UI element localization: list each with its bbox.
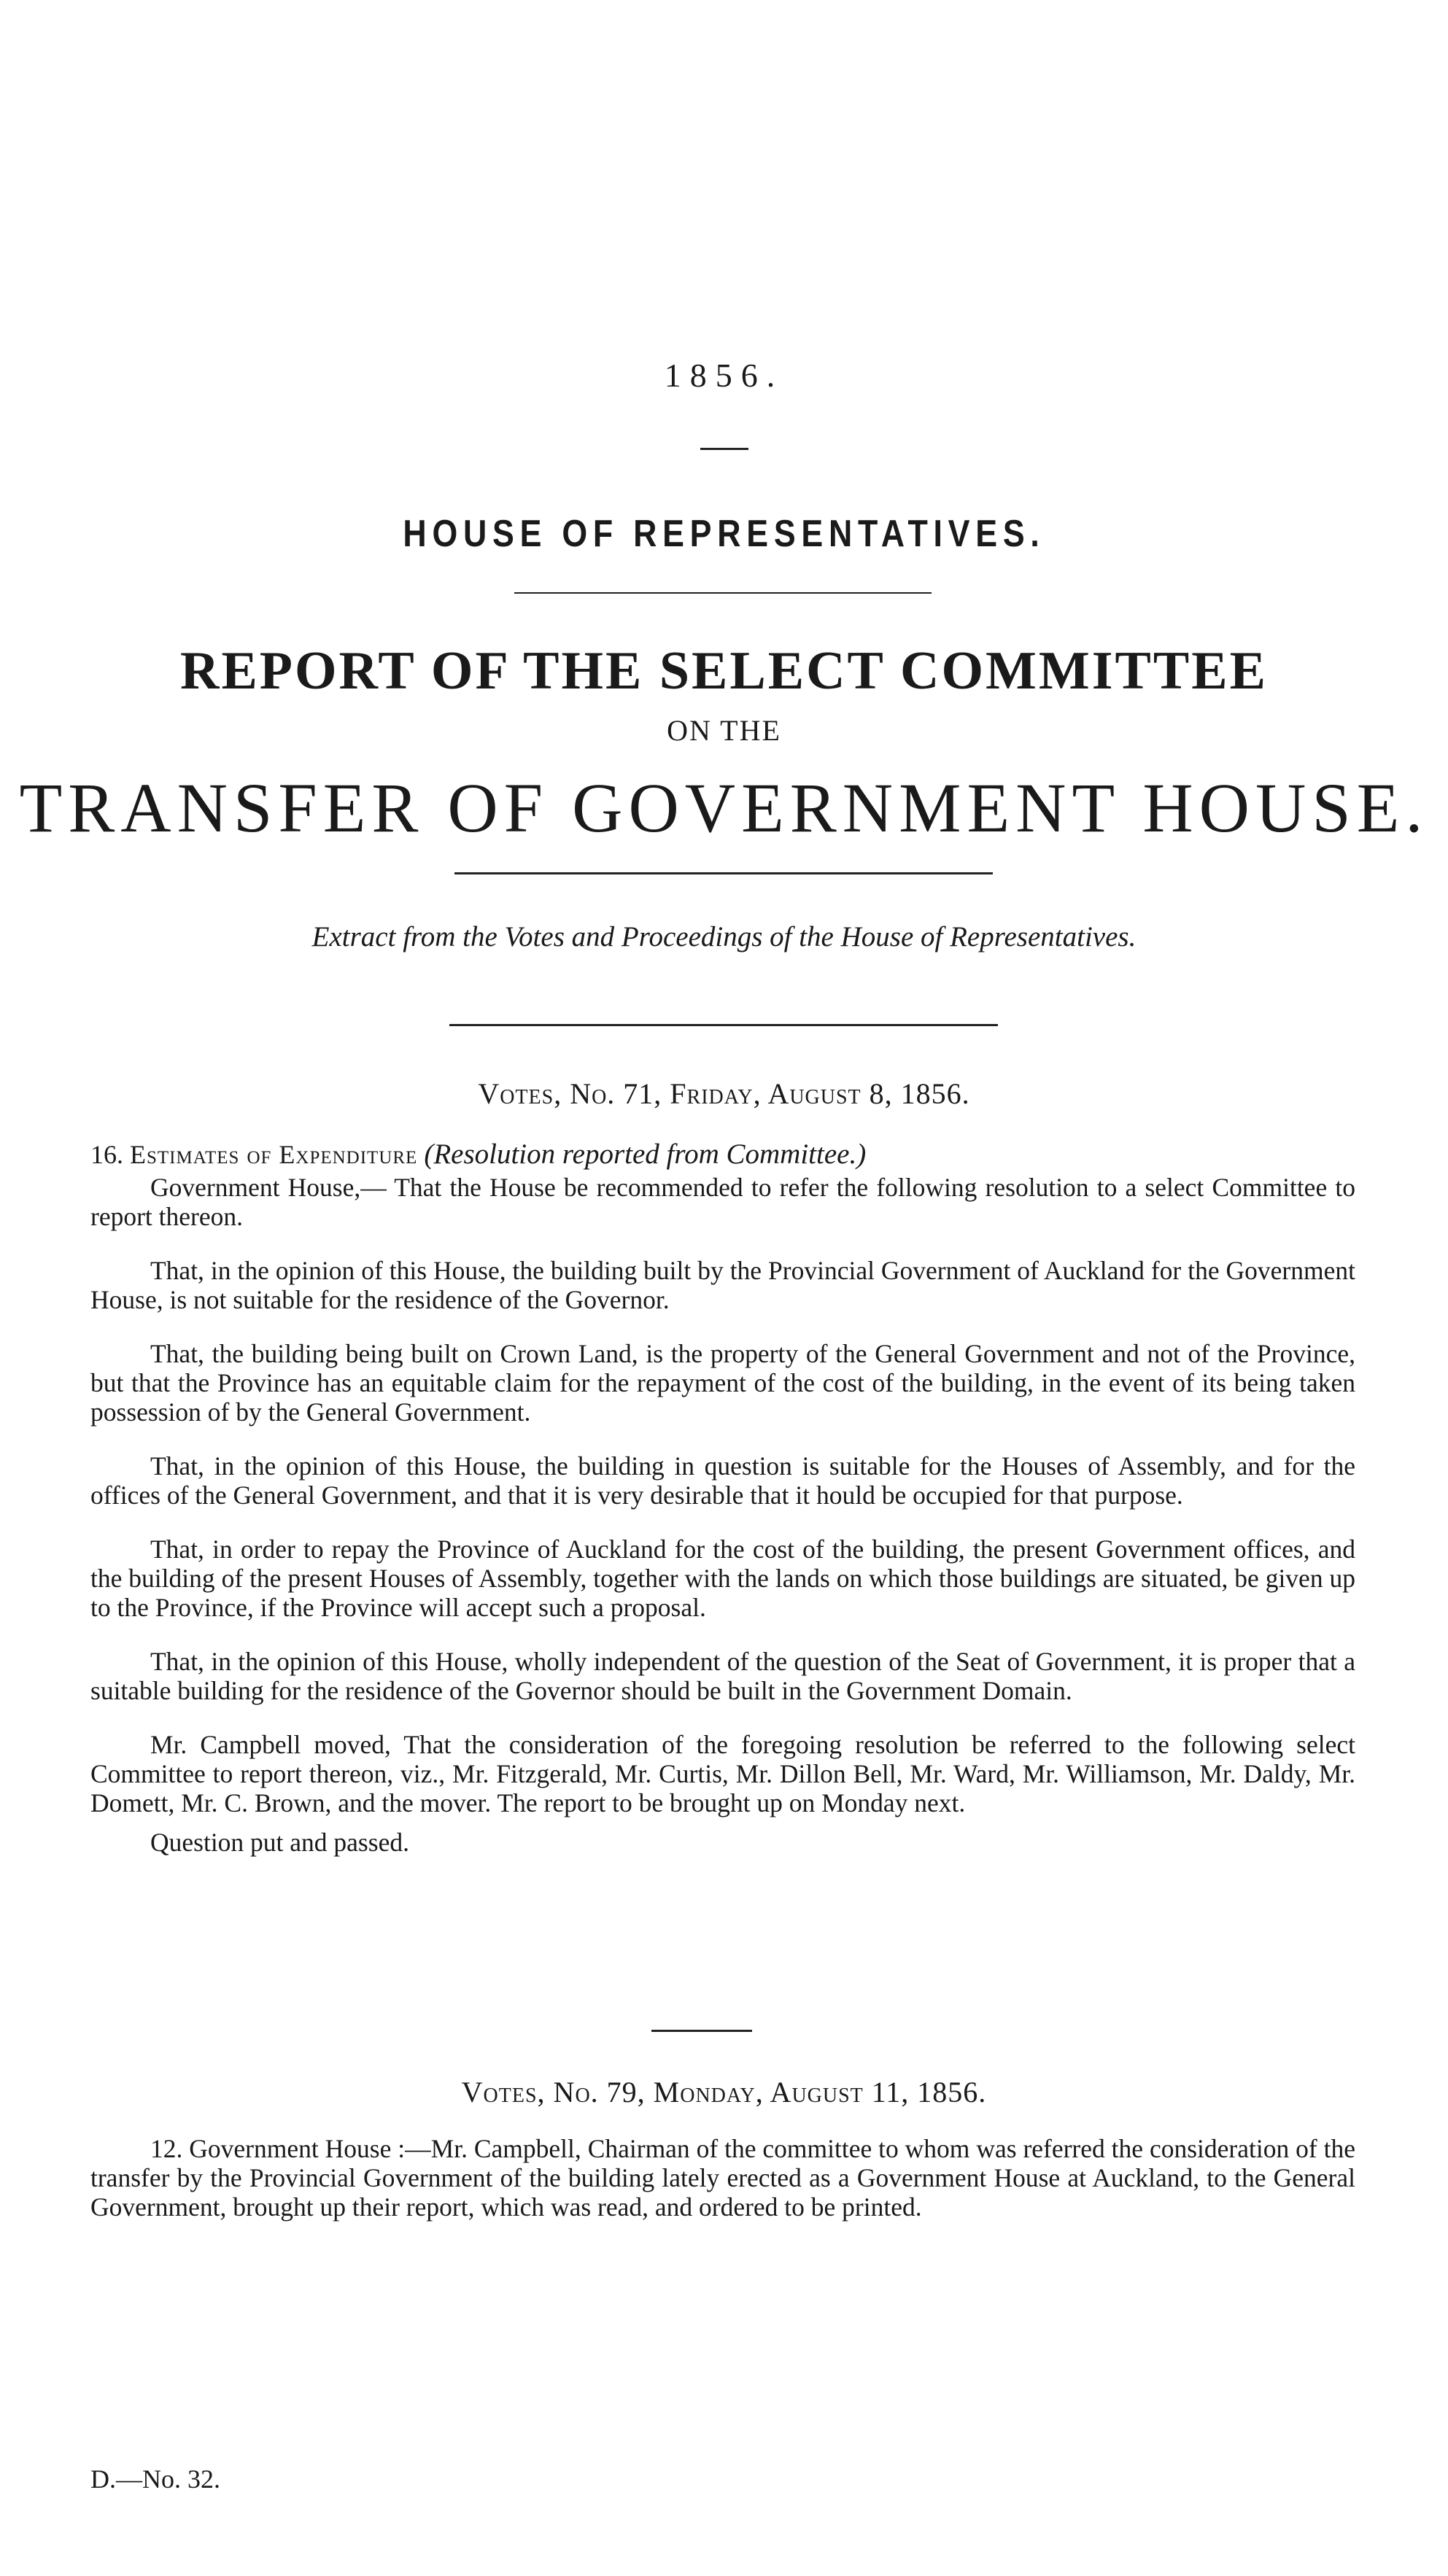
paragraph: 12. Government House :—Mr. Campbell, Chairman of the committee to whom was referred the consideration of the transfer by the Provincial Government of the building lately erected as a Government House at Auckland, to the General Government, brought up their report, which was read, and ordered to be printed.: [90, 2134, 1355, 2222]
paragraph: That, in the opinion of this House, wholly independent of the question of the Seat of Government, it is proper that a suitable building for the residence of the Governor should be built in the Government Domain.: [90, 1647, 1355, 1705]
item-label: Estimates of Expenditure: [130, 1140, 418, 1169]
divider-house: [514, 592, 932, 594]
votes-heading-71: Votes, No. 71, Friday, August 8, 1856.: [478, 1077, 970, 1110]
item-note: (Resolution reported from Committee.): [424, 1138, 867, 1170]
extract-caption: Extract from the Votes and Proceedings of the House of Representatives.: [311, 921, 1137, 953]
section2-body: [90, 2134, 1355, 2222]
item-number: 16.: [90, 1140, 123, 1169]
house-heading: HOUSE OF REPRESENTATIVES.: [403, 513, 1045, 555]
divider-short: [700, 448, 748, 450]
paragraph: That, in order to repay the Province of Auckland for the cost of the building, the present Government offices, and the building of the present Houses of Assembly, together with the lands on which those buildings are situated, be given up to the Province, if the Province will accept such a proposal.: [90, 1535, 1355, 1622]
votes-heading-79: Votes, No. 79, Monday, August 11, 1856.: [461, 2076, 987, 2108]
paragraph: Mr. Campbell moved, That the consideration of the foregoing resolution be referred to the following select Committee to report thereon, viz., Mr. Fitzgerald, Mr. Curtis, Mr. Dillon Bell, Mr. Ward, Mr. Williamson, Mr. Daldy, Mr. Domett, Mr. C. Brown, and the mover. The report to be brought up on Monday next.: [90, 1730, 1355, 1817]
section1-body: [90, 1173, 1355, 1857]
paragraph: That, in the opinion of this House, the building built by the Provincial Government of Auckland for the Government House, is not suitable for the residence of the Governor.: [90, 1256, 1355, 1314]
divider-extract: [449, 1024, 998, 1026]
divider-title: [454, 872, 993, 874]
paragraph: That, the building being built on Crown Land, is the property of the General Government and not of the Province, but that the Province has an equitable claim for the repayment of the cost of the building, in the event of its being taken possession of by the General Government.: [90, 1339, 1355, 1427]
paragraph: Question put and passed.: [150, 1828, 409, 1857]
report-subject: TRANSFER OF GOVERNMENT HOUSE.: [19, 769, 1429, 847]
report-title: REPORT OF THE SELECT COMMITTEE: [180, 641, 1268, 701]
paragraph: That, in the opinion of this House, the building in question is suitable for the Houses of Assembly, and for the offices of the General Government, and that it is very desirable that it hould be occupied for that purpose.: [90, 1451, 1355, 1510]
document-year: 1856.: [664, 357, 784, 394]
document-id: D.—No. 32.: [90, 2464, 220, 2494]
divider-section: [651, 2030, 752, 2032]
report-title-connector: ON THE: [667, 714, 781, 747]
paragraph: Government House,— That the House be recommended to refer the following resolution to a select Committee to report thereon.: [90, 1173, 1355, 1231]
item-heading-16: [90, 1138, 1355, 1171]
